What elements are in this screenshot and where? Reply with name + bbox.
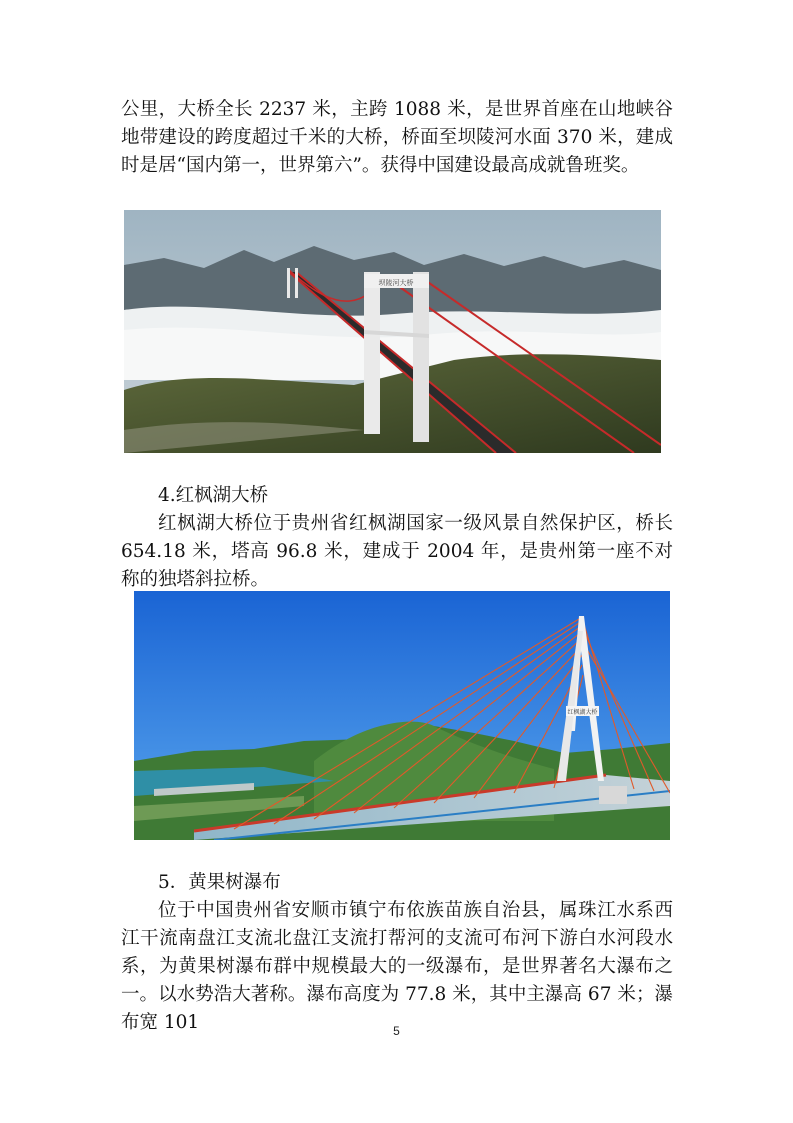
section3-continuation-paragraph: 公里，大桥全长 2237 米，主跨 1088 米，是世界首座在山地峡谷地带建设的跨度超过千米的大桥，桥面至坝陵河水面 370 米，建成时是居“国内第一，世界第六”。获得中国建设最高成就鲁班奖。	[121, 99, 673, 176]
section4-body-paragraph: 红枫湖大桥位于贵州省红枫湖国家一级风景自然保护区，桥长654.18 米，塔高 96.8 米，建成于 2004 年，是贵州第一座不对称的独塔斜拉桥。	[121, 513, 673, 590]
cable-stayed-bridge-photo	[134, 591, 670, 840]
section5-heading: 5．黄果树瀑布	[158, 872, 281, 893]
section4-heading: 4.红枫湖大桥	[158, 485, 269, 506]
section5-body-paragraph: 位于中国贵州省安顺市镇宁布依族苗族自治县，属珠江水系西江干流南盘江支流北盘江支流打帮河的支流可布河下游白水河段水系，为黄果树瀑布群中规模最大的一级瀑布，是世界著名大瀑布之一。以水势浩大著称。瀑布高度为 77.8 米，其中主瀑高 67 米；瀑布宽 101	[121, 900, 673, 1033]
bridge-sign-text: 红枫湖大桥	[567, 709, 598, 716]
bridge-sign-text: 坝陵河大桥	[378, 279, 414, 287]
suspension-bridge-photo	[124, 210, 661, 453]
page-number: 5	[393, 1024, 400, 1038]
